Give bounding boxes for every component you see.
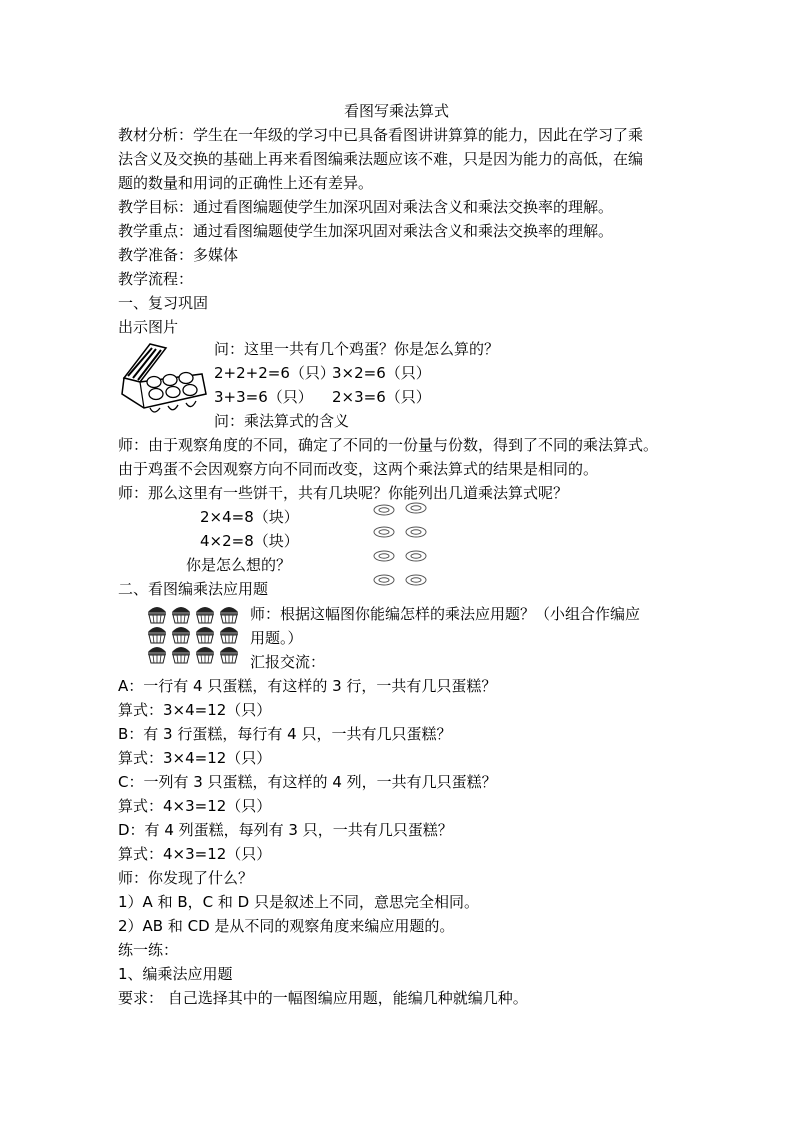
practice-heading: 练一练： bbox=[118, 941, 179, 959]
finding-2: 2）AB 和 CD 是从不同的观察角度来编应用题的。 bbox=[118, 917, 455, 935]
intro-analysis-line-1: 教材分析：学生在一年级的学习中已具备看图讲讲算算的能力，因此在学习了乘 bbox=[118, 126, 644, 144]
finding-1: 1）A 和 B，C 和 D 只是叙述上不同，意思完全相同。 bbox=[118, 893, 479, 911]
answer-d-question: D：有 4 列蛋糕，每列有 3 只，一共有几只蛋糕？ bbox=[118, 821, 453, 839]
question-eggs: 问：这里一共有几个鸡蛋？你是怎么算的？ bbox=[214, 340, 500, 358]
equation-3x2: 3×2=6（只） bbox=[332, 364, 431, 382]
teaching-goal: 教学目标：通过看图编题使学生加深巩固对乘法含义和乘法交换率的理解。 bbox=[118, 198, 614, 216]
teaching-flow: 教学流程： bbox=[118, 270, 194, 288]
teacher-remark-2: 师：那么这里有一些饼干，共有几块呢？你能列出几道乘法算式呢？ bbox=[118, 484, 569, 502]
answer-a-question: A：一行有 4 只蛋糕，有这样的 3 行，一共有几只蛋糕？ bbox=[118, 677, 497, 695]
answer-c-question: C：一列有 3 只蛋糕，有这样的 4 列，一共有几只蛋糕？ bbox=[118, 773, 497, 791]
teaching-prep: 教学准备：多媒体 bbox=[118, 246, 239, 264]
practice-requirement: 要求： 自己选择其中的一幅图编应用题，能编几种就编几种。 bbox=[118, 989, 528, 1007]
section-2-heading: 二、看图编乘法应用题 bbox=[118, 580, 269, 598]
equation-3-3: 3+3=6（只） bbox=[214, 388, 313, 406]
teacher-question-cakes-b: 用题。） bbox=[250, 629, 303, 647]
answer-c-equation: 算式：4×3=12（只） bbox=[118, 797, 272, 815]
teacher-question-cakes-a: 师：根据这幅图你能编怎样的乘法应用题？（小组合作编应 bbox=[250, 605, 641, 623]
show-picture-text: 出示图片 bbox=[118, 318, 179, 336]
teacher-remark-1b: 由于鸡蛋不会因观察方向不同而改变，这两个乘法算式的结果是相同的。 bbox=[118, 460, 599, 478]
question-meaning: 问：乘法算式的含义 bbox=[214, 412, 350, 430]
answer-a-equation: 算式：3×4=12（只） bbox=[118, 701, 272, 719]
how-to-think: 你是怎么想的？ bbox=[186, 556, 292, 574]
answer-d-equation: 算式：4×3=12（只） bbox=[118, 845, 272, 863]
report-exchange: 汇报交流： bbox=[250, 653, 326, 671]
equation-4x2: 4×2=8（块） bbox=[200, 532, 299, 550]
equation-2-2-2: 2+2+2=6（只） bbox=[214, 364, 335, 382]
answer-b-equation: 算式：3×4=12（只） bbox=[118, 749, 272, 767]
cupcakes-image bbox=[146, 604, 242, 664]
equation-2x4: 2×4=8（块） bbox=[200, 508, 299, 526]
egg-carton-image bbox=[118, 338, 210, 418]
intro-analysis-line-2: 法含义及交换的基础上再来看图编乘法题应该不难，只是因为能力的高低，在编 bbox=[118, 150, 644, 168]
equation-2x3: 2×3=6（只） bbox=[332, 388, 431, 406]
answer-b-question: B：有 3 行蛋糕，每行有 4 只，一共有几只蛋糕？ bbox=[118, 725, 452, 743]
teacher-remark-1a: 师：由于观察角度的不同，确定了不同的一份量与份数，得到了不同的乘法算式。 bbox=[118, 436, 659, 454]
practice-task: 1、编乘法应用题 bbox=[118, 965, 233, 983]
intro-analysis-line-3: 题的数量和用词的正确性上还有差异。 bbox=[118, 174, 374, 192]
section-1-heading: 一、复习巩固 bbox=[118, 294, 209, 312]
biscuits-image bbox=[370, 500, 434, 588]
teaching-focus: 教学重点：通过看图编题使学生加深巩固对乘法含义和乘法交换率的理解。 bbox=[118, 222, 614, 240]
page-title: 看图写乘法算式 bbox=[343, 102, 449, 120]
teacher-what-found: 师：你发现了什么？ bbox=[118, 869, 254, 887]
